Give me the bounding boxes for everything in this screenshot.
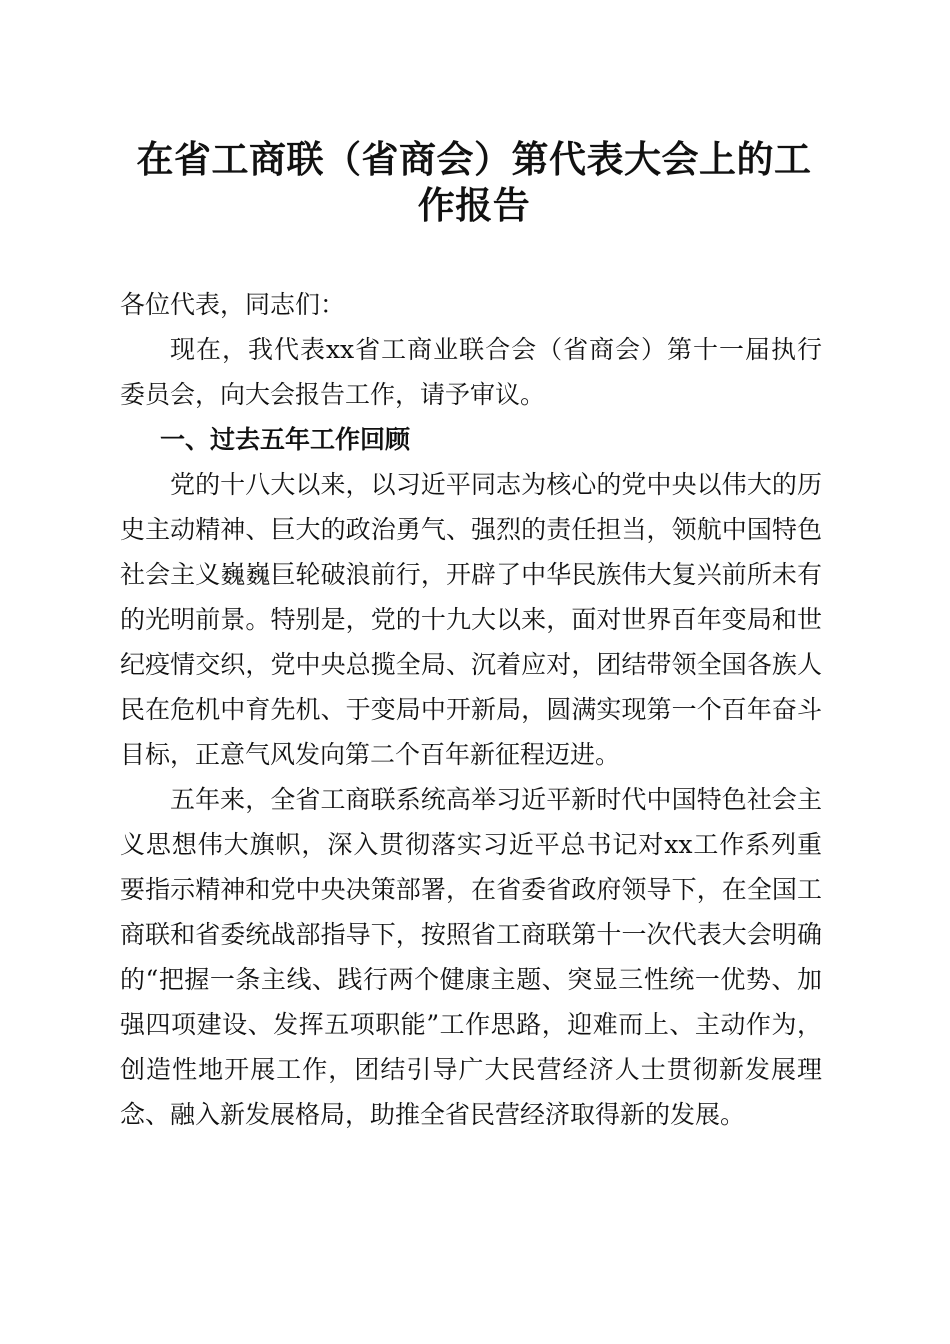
document-body <box>120 282 822 1137</box>
intro-paragraph: 现在，我代表xx省工商业联合会（省商会）第十一届执行委员会，向大会报告工作，请予审议。 <box>120 335 822 409</box>
section-heading: 一、过去五年工作回顾 <box>160 425 411 454</box>
body-paragraph-2: 五年来，全省工商联系统高举习近平新时代中国特色社会主义思想伟大旗帜，深入贯彻落实习近平总书记对xx工作系列重要指示精神和党中央决策部署，在省委省政府领导下，在全国工商联和省委统战部指导下，按照省工商联第十一次代表大会明确的“把握一条主线、践行两个健康主题、突显三性统一优势、加强四项建设、发挥五项职能”工作思路，迎难而上、主动作为，创造性地开展工作，团结引导广大民营经济人士贯彻新发展理念、融入新发展格局，助推全省民营经济取得新的发展。 <box>120 785 822 1129</box>
body-paragraph-1: 党的十八大以来，以习近平同志为核心的党中央以伟大的历史主动精神、巨大的政治勇气、强烈的责任担当，领航中国特色社会主义巍巍巨轮破浪前行，开辟了中华民族伟大复兴前所未有的光明前景。特别是，党的十九大以来，面对世界百年变局和世纪疫情交织，党中央总揽全局、沉着应对，团结带领全国各族人民在危机中育先机、于变局中开新局，圆满实现第一个百年奋斗目标，正意气风发向第二个百年新征程迈进。 <box>120 470 822 769</box>
salutation: 各位代表，同志们： <box>120 290 346 319</box>
document-title: 在省工商联（省商会）第代表大会上的工作报告 <box>136 137 812 227</box>
